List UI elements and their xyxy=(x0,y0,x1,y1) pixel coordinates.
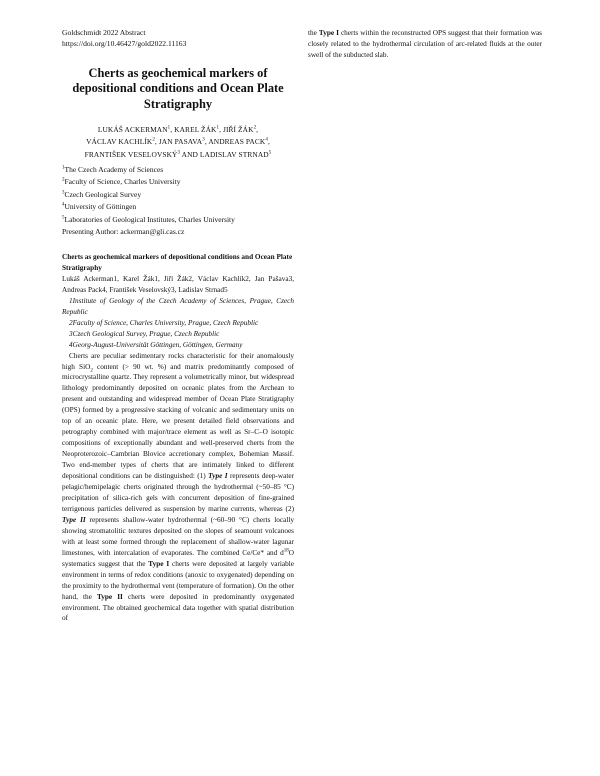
abstract-affiliation: 2Faculty of Science, Charles University, Prague, Czech Republic xyxy=(69,318,259,327)
affiliation-item: $^4$University of Göttingen xyxy=(62,202,137,212)
affiliation-item: $^5$Laboratories of Geological Institutes, Charles University xyxy=(62,214,235,224)
abstract-body: Cherts are peculiar sedimentary rocks characteristic for their anomalously high SiO$_2$ content (> 90 wt. %) and matrix predominantly composed of microcrystalline quartz. They represent a volumetrically minor, but widespread lithology predominantly deposited on oceanic plates from the Archean to present and outstanding and widespread member of Ocean Plate Stratigraphy (OPS) formed by a progressive stacking of volcanic and sedimentary units on top of an oceanic plate. Here, we present detailed field observations and petrography combined with major/trace element as well as Sr–C–O isotopic compositions of exceptionally abundant and well-preserved cherts from the Neoproterozoic–Cambrian Blovice accretionary complex, Bohemian Massif. Two end-member types of cherts that are intimately linked to different depositional conditions can be distinguished: (1) Type I represents deep-water pelagic/hemipelagic cherts originated through the hydrothermal (~50–85 °C) precipitation of silica-rich gels with concurrent deposition of fine-grained terrigenous particles delivered as suspension by marine currents, whereas (2) Type II represents shallow-water hydrothermal (~60–90 °C) cherts locally showing stromatolitic textures deposited on the slopes of seamount volcanoes with at least some formed through the replacement of shallow-water lagunar limestones, with intercalation of evaporates. The combined Ce/Ce* and $d^{18}O$ systematics suggest that the Type I cherts were deposited at largely variable environment in terms of redox conditions (anoxic to oxygenated) depending on the proximity to the hydrothermal vent (temperature of formation). On the other hand, the Type II cherts were deposited in predominantly oxygenated environment. The obtained geochemical data together with spatial distribution of xyxy=(62,351,294,623)
abstract-section xyxy=(62,252,294,624)
page-header xyxy=(62,28,186,49)
abstract-affiliation: 1Institute of Geology of the Czech Academy of Sciences, Prague, Czech Republic xyxy=(62,296,294,316)
abstract-affiliation: 3Czech Geological Survey, Prague, Czech Republic xyxy=(69,329,220,338)
affiliation-item: $^2$Faculty of Science, Charles University xyxy=(62,177,181,187)
affiliation-list xyxy=(62,164,294,226)
author-list: LUKÁŠ ACKERMAN$^1$, KAREL ŽÁK$^1$, JIŘÍ ŽÁK$^2$, VÁCLAV KACHLÍK$^2$, JAN PASAVA$^3$, ANDREAS PACK$^4$, FRANTIŠEK VESELOVSKÝ$^3$ AND LADISLAV STRNAD$^5$ xyxy=(84,125,272,159)
abstract-authors: Lukáš Ackerman1, Karel Žák1, Jiří Žák2, Václav Kachlík2, Jan Pašava3, Andreas Pack4, František Veselovský3, Ladislav Strnad5 xyxy=(62,274,294,294)
abstract-title: Cherts as geochemical markers of depositional conditions and Ocean Plate Stratigraphy xyxy=(62,253,293,272)
paper-title: Cherts as geochemical markers of depositional conditions and Ocean Plate Stratigraphy xyxy=(72,66,284,111)
abstract-affiliation: 4Georg-August-Universität Göttingen, Göttingen, Germany xyxy=(69,340,243,349)
doi-link[interactable]: https://doi.org/10.46427/gold2022.11163 xyxy=(62,38,187,48)
conference-label: Goldschmidt 2022 Abstract xyxy=(62,28,146,37)
abstract-continuation: the Type I cherts within the reconstructed OPS suggest that their formation was closely related to the hydrothermal circulation of arc-related fluids at the outer swell of the subducted slab. xyxy=(308,29,543,59)
presenting-author: Presenting Author: ackerman@gli.cas.cz xyxy=(62,227,185,236)
affiliation-item: $^1$The Czech Academy of Sciences xyxy=(62,165,164,174)
affiliation-item: $^3$Czech Geological Survey xyxy=(62,189,142,199)
